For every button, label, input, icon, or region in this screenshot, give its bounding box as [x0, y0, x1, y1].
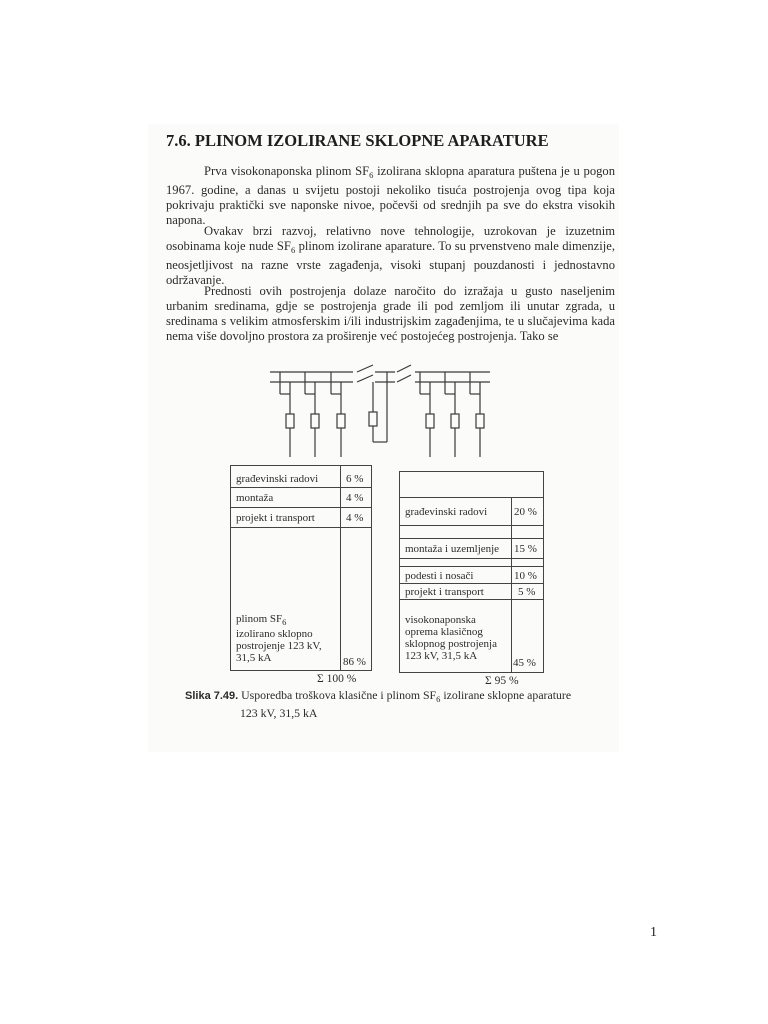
table-right-row-label: projekt i transport	[405, 586, 484, 598]
table-divider	[399, 583, 543, 584]
table-left-row-value: 4 %	[346, 492, 364, 504]
table-divider	[340, 465, 341, 670]
table-right-row-value: 15 %	[514, 543, 537, 555]
table-divider	[230, 487, 371, 488]
paragraph-2: Ovakav brzi razvoj, relativno nove tehnologije, uzrokovan je izuzetnim osobinama koje nude $SF_6$ plinom izolirane aparature. To su prvenstveno male dimenzije, neosjetljivost na razne vrste zagađenja, visoki stupanj pouzdanosti i jednostavno održavanje.	[166, 224, 616, 287]
table-divider	[230, 527, 371, 528]
table-right-main-value: 45 %	[513, 657, 536, 669]
page-number: 1	[650, 925, 657, 940]
figure-caption: Slika 7.49. Usporedba troškova klasične i plinom $SF_6$ izolirane sklopne aparature 123 kV, 31,5 kA	[185, 688, 572, 720]
table-right-row-label: podesti i nosači	[405, 570, 474, 582]
table-right-main-label: visokonaponska oprema klasičnog sklopnog postrojenja 123 kV, 31,5 kA	[405, 614, 497, 662]
table-divider	[399, 497, 543, 498]
table-left-row-label: montaža	[236, 492, 274, 504]
table-right-row-value: 20 %	[514, 506, 537, 518]
table-divider	[399, 599, 543, 600]
table-right-row-value: 10 %	[514, 570, 537, 582]
table-divider	[399, 538, 543, 539]
table-left-row-value: 6 %	[346, 473, 364, 485]
table-divider	[399, 558, 543, 559]
table-right-sum: Σ 95 %	[485, 675, 519, 687]
table-left-row-value: 4 %	[346, 512, 364, 524]
table-divider	[399, 566, 543, 567]
table-right-row-label: građevinski radovi	[405, 506, 488, 518]
switchgear-schematic	[265, 362, 495, 462]
table-left-row-label: građevinski radovi	[236, 473, 319, 485]
table-divider	[230, 507, 371, 508]
table-left-main-label: plinom $SF_6$ izolirano sklopno postrojenje 123 kV, 31,5 kA	[236, 613, 322, 664]
table-left-row-label: projekt i transport	[236, 512, 315, 524]
table-divider	[399, 525, 543, 526]
section-title: 7.6. PLINOM IZOLIRANE SKLOPNE APARATURE	[166, 131, 549, 150]
table-left-main-value: 86 %	[343, 656, 366, 668]
table-right-row-label: montaža i uzemljenje	[405, 543, 500, 555]
table-left-sum: Σ 100 %	[317, 673, 357, 685]
paragraph-1: Prva visokonaponska plinom $SF_6$ izolirana sklopna aparatura puštena je u pogon 1967. godine, a danas u svijetu postoji nekoliko tisuća postrojenja ovog tipa koja pokrivaju praktički sve naponske nivoe, počevši od srednjih pa sve do ekstra visokih napona.	[166, 164, 616, 227]
paragraph-3: Prednosti ovih postrojenja dolaze naročito do izražaja u gusto naseljenim urbanim sredinama, gdje se postrojenja grade ili pod zemljom ili unutar zgrada, u sredinama s velikim atmosferskim i/ili industrijskim zagađenjima, te u slučajevima kada nema više dovoljno prostora za proširenje već postojećeg postrojenja. Tako se	[166, 284, 615, 343]
table-divider	[511, 497, 512, 672]
table-right-row-value: 5 %	[518, 586, 536, 598]
